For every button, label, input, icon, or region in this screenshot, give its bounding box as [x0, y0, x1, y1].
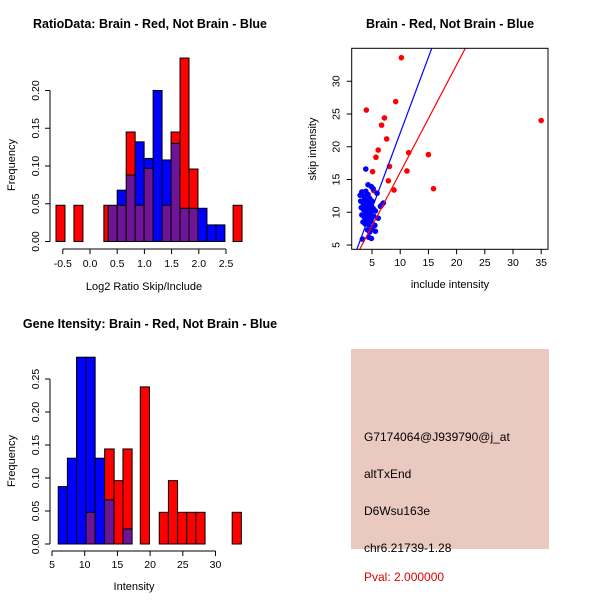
svg-text:0.5: 0.5: [109, 258, 125, 270]
ratio-histogram-plot: [0, 0, 300, 300]
svg-text:15: 15: [111, 559, 124, 571]
svg-text:Intensity: Intensity: [113, 581, 155, 593]
svg-text:0.25: 0.25: [30, 368, 42, 390]
info-line-gene-symbol: D6Wsu163e: [364, 504, 431, 518]
info-line-splice-type: altTxEnd: [364, 467, 412, 481]
svg-text:10: 10: [78, 559, 91, 571]
gene-info-panel: [300, 300, 600, 600]
svg-text:0.10: 0.10: [30, 467, 42, 489]
intensity-scatter-title: Brain - Red, Not Brain - Blue: [365, 17, 535, 31]
svg-text:35: 35: [535, 257, 548, 269]
svg-text:2.0: 2.0: [191, 258, 207, 270]
svg-text:0.05: 0.05: [30, 500, 42, 522]
svg-text:0.10: 0.10: [30, 155, 42, 177]
gene-intensity-histogram-title: Gene Itensity: Brain - Red, Not Brain - Blue: [22, 317, 278, 331]
svg-text:0.00: 0.00: [30, 533, 42, 555]
svg-text:20: 20: [450, 257, 463, 269]
svg-text:0.00: 0.00: [30, 231, 42, 252]
gene-info-box: [351, 349, 549, 584]
svg-text:0.20: 0.20: [30, 401, 42, 423]
svg-text:-0.5: -0.5: [53, 258, 72, 270]
svg-text:10: 10: [394, 257, 407, 269]
svg-text:5: 5: [369, 257, 375, 269]
svg-text:include intensity: include intensity: [410, 279, 490, 291]
svg-text:0.05: 0.05: [30, 193, 42, 214]
svg-text:25: 25: [330, 108, 343, 120]
info-line-probe-id: G7174064@J939790@j_at: [364, 430, 510, 444]
svg-text:0.15: 0.15: [30, 434, 42, 456]
svg-text:Log2 Ratio Skip/Include: Log2 Ratio Skip/Include: [85, 281, 203, 293]
svg-text:5: 5: [49, 559, 55, 571]
gene-intensity-histogram-panel: [0, 300, 300, 600]
svg-text:Frequency: Frequency: [6, 139, 18, 191]
svg-text:10: 10: [330, 206, 343, 219]
gene-intensity-histogram-plot: [0, 300, 300, 600]
svg-text:30: 30: [330, 75, 343, 88]
svg-text:25: 25: [478, 257, 491, 269]
svg-text:0.15: 0.15: [30, 118, 42, 139]
svg-text:0.0: 0.0: [82, 258, 98, 270]
info-line-pval: Pval: 2.000000: [364, 570, 445, 584]
svg-text:15: 15: [422, 257, 435, 269]
ratio-histogram-panel: [0, 0, 300, 300]
svg-text:Frequency: Frequency: [6, 435, 18, 487]
svg-text:20: 20: [330, 140, 343, 153]
ratio-histogram-title: RatioData: Brain - Red, Not Brain - Blue: [32, 17, 268, 31]
intensity-scatter-panel: [300, 0, 600, 300]
info-line-location: chr6.21739-1.28: [364, 541, 452, 555]
svg-text:5: 5: [330, 242, 343, 248]
intensity-scatter-plot: [300, 0, 600, 300]
svg-text:20: 20: [144, 559, 156, 571]
svg-text:30: 30: [209, 559, 222, 571]
svg-text:30: 30: [507, 257, 519, 269]
svg-text:2.5: 2.5: [218, 258, 234, 270]
svg-text:25: 25: [176, 559, 189, 571]
svg-text:1.0: 1.0: [137, 258, 152, 270]
svg-text:15: 15: [330, 173, 343, 186]
svg-text:0.20: 0.20: [30, 80, 42, 101]
svg-text:1.5: 1.5: [164, 258, 179, 270]
svg-text:skip intensity: skip intensity: [307, 117, 319, 181]
